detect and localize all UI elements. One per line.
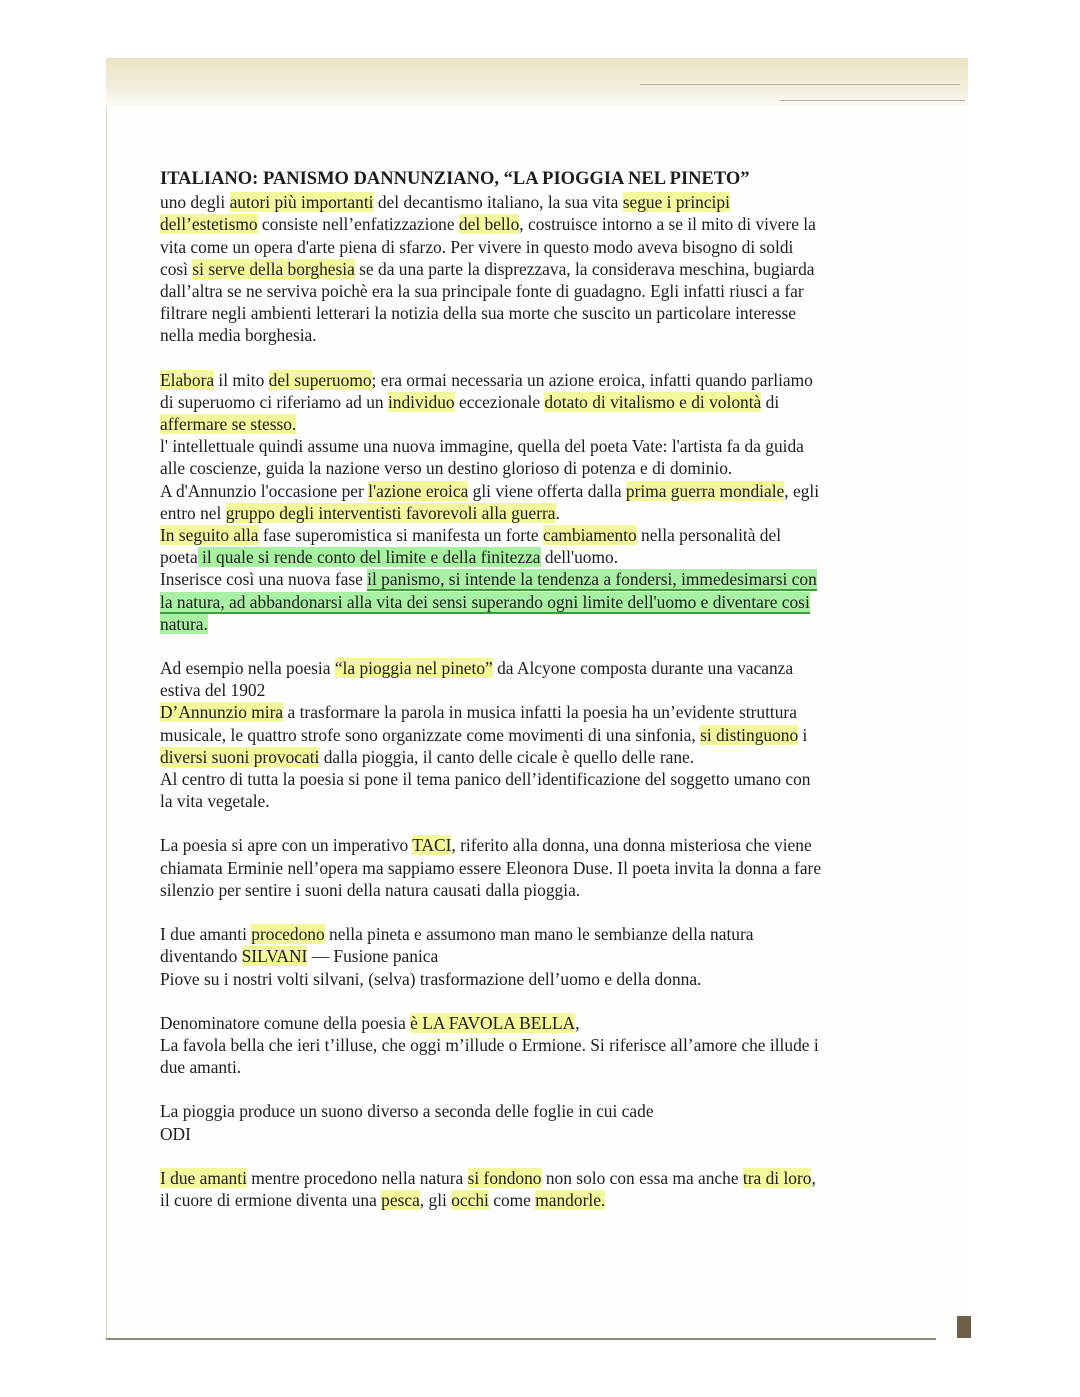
text-segment: . <box>555 502 560 523</box>
text-segment: da Alcyone composta durante una vacanza <box>492 658 794 679</box>
text-segment: dall’altra se ne serviva poichè era la sua principale fonte di guadagno. Egli infatti riusci a far <box>160 281 804 302</box>
paragraph <box>160 1012 930 1079</box>
text-segment: come <box>488 1189 536 1210</box>
text-line <box>160 1034 930 1056</box>
text-line <box>160 879 930 901</box>
text-segment: diventando <box>160 946 242 967</box>
highlighted-text: D’Annunzio mira <box>160 702 284 723</box>
text-segment: I due amanti <box>160 924 252 945</box>
text-line <box>160 1056 930 1078</box>
text-segment: Piove su i nostri volti silvani, (selva) trasformazione dell’uomo e della donna. <box>160 968 702 989</box>
text-line <box>160 435 930 457</box>
text-segment: fase superomistica si manifesta un forte <box>258 525 543 546</box>
text-segment: gli viene offerta dalla <box>468 480 626 501</box>
text-line <box>160 746 930 768</box>
text-segment: musicale, le quattro strofe sono organizzate come movimenti di una sinfonia, <box>160 724 701 745</box>
text-line <box>160 502 930 524</box>
text-segment: nella pineta e assumono man mano le sembianze della natura <box>324 924 754 945</box>
text-segment: estiva del 1902 <box>160 680 266 701</box>
text-line <box>160 324 930 346</box>
text-line <box>160 1167 930 1189</box>
highlighted-text: tra di loro <box>742 1167 812 1188</box>
text-segment: nella personalità del <box>636 525 782 546</box>
paragraph <box>160 1167 930 1211</box>
text-line <box>160 280 930 302</box>
text-segment: dalla pioggia, il canto delle cicale è quello delle rane. <box>319 746 695 767</box>
paragraph <box>160 1100 930 1144</box>
text-segment: silenzio per sentire i suoni della natura causati dalla pioggia. <box>160 879 581 900</box>
text-line <box>160 457 930 479</box>
text-line <box>160 546 930 568</box>
highlighted-text: si fondono <box>467 1167 542 1188</box>
highlighted-text: SILVANI <box>241 946 308 967</box>
highlighted-text: In seguito alla <box>160 525 259 546</box>
text-segment: così <box>160 258 193 279</box>
text-line <box>160 968 930 990</box>
text-segment: eccezionale <box>454 391 545 412</box>
text-segment: il cuore di ermione diventa una <box>160 1189 382 1210</box>
text-segment: , egli <box>784 480 820 501</box>
text-segment: filtrare negli ambienti letterari la notizia della sua morte che suscito un particolare interesse <box>160 303 796 324</box>
paper-fold-line <box>780 100 965 101</box>
highlighted-text: del superuomo <box>268 369 372 390</box>
text-segment: i <box>798 724 808 745</box>
highlighted-text: mandorle. <box>535 1189 606 1210</box>
highlighted-text: si serve della borghesia <box>192 258 355 279</box>
text-segment: La poesia si apre con un imperativo <box>160 835 413 856</box>
text-line <box>160 302 930 324</box>
highlighted-text: del bello <box>458 214 520 235</box>
text-segment: Inserisce così una nuova fase <box>160 569 368 590</box>
highlighted-text: pesca <box>381 1189 420 1210</box>
text-line <box>160 369 930 391</box>
text-line <box>160 1189 930 1211</box>
text-segment: mentre procedono nella natura <box>246 1167 468 1188</box>
text-segment: a trasformare la parola in musica infatti la poesia ha un’evidente struttura <box>283 702 797 723</box>
text-line <box>160 923 930 945</box>
text-line <box>160 1100 930 1122</box>
text-segment: di superuomo ci riferiamo ad un <box>160 391 388 412</box>
paper-fold-line <box>640 84 960 85</box>
highlighted-text: autori più importanti <box>229 192 374 213</box>
text-segment: Al centro di tutta la poesia si pone il tema panico dell’identificazione del soggetto umano con <box>160 769 811 790</box>
highlighted-text: Elabora <box>160 369 215 390</box>
text-segment: dell'uomo. <box>540 547 619 568</box>
paragraph <box>160 369 930 635</box>
text-line <box>160 768 930 790</box>
text-segment: consiste nell’enfatizzazione <box>257 214 459 235</box>
highlighted-text: TACI <box>412 835 452 856</box>
text-line <box>160 413 930 435</box>
text-segment: , costruisce intorno a se il mito di vivere la <box>519 214 816 235</box>
text-segment: alle coscienze, guida la nazione verso un destino glorioso di potenza e di dominio. <box>160 458 733 479</box>
text-segment: poeta <box>160 547 198 568</box>
text-line <box>160 679 930 701</box>
text-segment: entro nel <box>160 502 226 523</box>
highlighted-text: “la pioggia nel pineto” <box>334 658 493 679</box>
highlighted-text: affermare se stesso. <box>160 414 297 435</box>
highlighted-text: dell’estetismo <box>160 214 258 235</box>
text-line <box>160 790 930 812</box>
highlighted-text: diversi suoni provocati <box>160 746 320 767</box>
document-body <box>160 168 930 1233</box>
text-line <box>160 391 930 413</box>
highlighted-text: cambiamento <box>542 525 637 546</box>
text-segment: del decantismo italiano, la sua vita <box>373 192 623 213</box>
text-segment: , <box>811 1167 816 1188</box>
text-line <box>160 1012 930 1034</box>
text-segment: A d'Annunzio l'occasione per <box>160 480 369 501</box>
text-segment: La favola bella che ieri t’illuse, che oggi m’illude o Ermione. Si riferisce all’amore che illude i <box>160 1034 819 1055</box>
document-title: ITALIANO: PANISMO DANNUNZIANO, “LA PIOGGIA NEL PINETO” <box>160 169 750 189</box>
text-segment: ; era ormai necessaria un azione eroica, infatti quando parliamo <box>371 369 813 390</box>
text-segment: se da una parte la disprezzava, la considerava meschina, bugiarda <box>354 258 815 279</box>
text-segment: , riferito alla donna, una donna misteriosa che viene <box>451 835 812 856</box>
highlighted-text: è LA FAVOLA BELLA <box>410 1012 576 1033</box>
text-segment: il mito <box>214 369 269 390</box>
text-segment: vita come un opera d'arte piena di sfarzo. Per vivere in questo modo aveva bisogno di soldi <box>160 236 794 257</box>
text-line <box>160 834 930 856</box>
highlighted-text: si distinguono <box>700 724 799 745</box>
text-line <box>160 613 930 635</box>
highlighted-text: prima guerra mondiale <box>625 480 785 501</box>
text-segment: di <box>761 391 780 412</box>
text-segment: chiamata Erminie nell’opera ma sappiamo essere Eleonora Duse. Il poeta invita la donna a fare <box>160 857 822 878</box>
underlined-text: la natura, ad abbandonarsi alla vita dei sensi superando ogni limite dell'uomo e diventare cosi <box>160 591 810 612</box>
green-highlighted-text: il quale si rende conto del limite e della finitezza <box>197 547 541 568</box>
text-line <box>160 701 930 723</box>
text-line <box>160 857 930 879</box>
text-line <box>160 213 930 235</box>
text-line <box>160 236 930 258</box>
text-line <box>160 1123 930 1145</box>
highlighted-text: occhi <box>451 1189 489 1210</box>
highlighted-text: gruppo degli interventisti favorevoli alla guerra <box>225 502 556 523</box>
text-line <box>160 191 930 213</box>
text-line <box>160 657 930 679</box>
green-highlighted-text: natura. <box>160 613 208 634</box>
text-segment: uno degli <box>160 192 230 213</box>
text-segment: nella media borghesia. <box>160 325 317 346</box>
paragraph <box>160 923 930 990</box>
paper-top-edge <box>106 58 968 106</box>
text-segment: — Fusione panica <box>307 946 439 967</box>
text-segment: Denominatore comune della poesia <box>160 1012 411 1033</box>
text-segment: non solo con essa ma anche <box>541 1167 743 1188</box>
text-line <box>160 591 930 613</box>
highlighted-text: I due amanti <box>160 1167 247 1188</box>
paper-corner-mark <box>957 1316 971 1338</box>
paragraph-list <box>160 191 930 1211</box>
text-segment: , <box>575 1012 580 1033</box>
text-line <box>160 258 930 280</box>
text-segment: l' intellettuale quindi assume una nuova immagine, quella del poeta Vate: l'artista fa da guida <box>160 436 804 457</box>
text-line <box>160 568 930 590</box>
highlighted-text: procedono <box>251 924 325 945</box>
text-line <box>160 524 930 546</box>
highlighted-text: segue i principi <box>622 192 730 213</box>
paragraph <box>160 834 930 901</box>
text-segment: due amanti. <box>160 1057 242 1078</box>
text-segment: , gli <box>419 1189 452 1210</box>
paragraph <box>160 657 930 812</box>
paragraph <box>160 191 930 346</box>
text-line <box>160 724 930 746</box>
text-segment: La pioggia produce un suono diverso a seconda delle foglie in cui cade <box>160 1101 654 1122</box>
text-segment: ODI <box>160 1123 191 1144</box>
text-line <box>160 945 930 967</box>
text-segment: Ad esempio nella poesia <box>160 658 335 679</box>
underlined-text: il panismo, si intende la tendenza a fondersi, immedesimarsi con <box>367 569 817 590</box>
text-line <box>160 480 930 502</box>
highlighted-text: l'azione eroica <box>368 480 469 501</box>
highlighted-text: individuo <box>387 391 455 412</box>
highlighted-text: dotato di vitalismo e di volontà <box>544 391 762 412</box>
text-segment: la vita vegetale. <box>160 791 270 812</box>
paper-bottom-edge <box>106 1338 936 1340</box>
